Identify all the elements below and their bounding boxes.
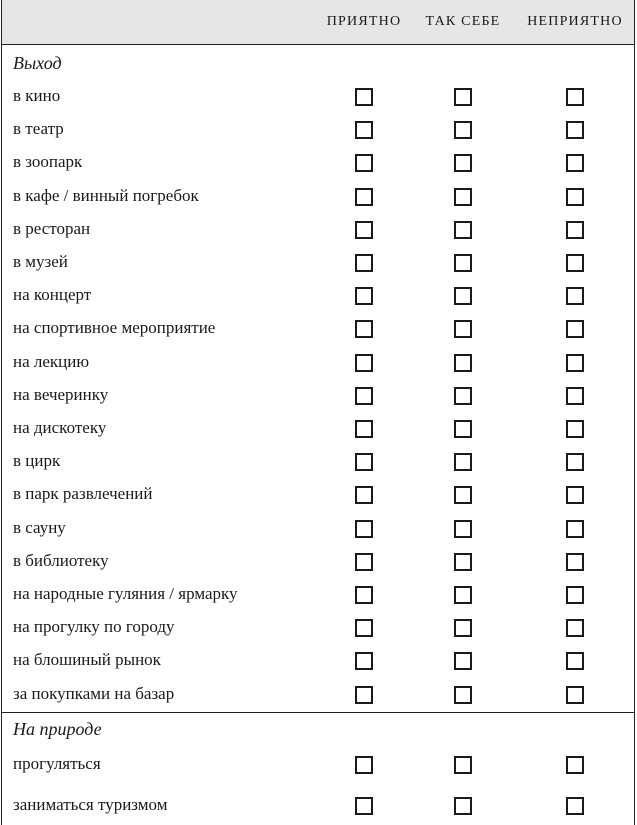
checkbox-so-so[interactable] [454, 254, 472, 272]
checkbox-unpleasant[interactable] [566, 121, 584, 139]
column-header-unpleasant: НЕПРИЯТНО [527, 14, 623, 29]
checkbox-unpleasant[interactable] [566, 797, 584, 815]
row-label: на дискотеку [13, 418, 107, 437]
checkbox-unpleasant[interactable] [566, 254, 584, 272]
row-label: на концерт [13, 285, 92, 305]
checkbox-so-so[interactable] [454, 154, 472, 172]
checkbox-unpleasant[interactable] [566, 387, 584, 405]
checkbox-unpleasant[interactable] [566, 652, 584, 670]
checkbox-pleasant[interactable] [355, 254, 373, 272]
checkbox-pleasant[interactable] [355, 586, 373, 604]
row-label: на вечеринку [13, 384, 109, 404]
row-label: на спортивное мероприятие [13, 318, 216, 338]
row-label: в кино [13, 86, 61, 105]
checkbox-pleasant[interactable] [355, 320, 373, 338]
row-label: заниматься туризмом [13, 795, 168, 814]
checkbox-so-so[interactable] [454, 354, 472, 372]
checkbox-so-so[interactable] [454, 686, 472, 704]
checkbox-pleasant[interactable] [355, 486, 373, 504]
checkbox-pleasant[interactable] [355, 221, 373, 239]
checkbox-unpleasant[interactable] [566, 420, 584, 438]
checkbox-pleasant[interactable] [355, 354, 373, 372]
row-label: на блошиный рынок [13, 650, 161, 670]
checkbox-unpleasant[interactable] [566, 453, 584, 471]
checkbox-pleasant[interactable] [355, 387, 373, 405]
checkbox-so-so[interactable] [454, 652, 472, 670]
checkbox-unpleasant[interactable] [566, 619, 584, 637]
checkbox-so-so[interactable] [454, 586, 472, 604]
checkbox-so-so[interactable] [454, 221, 472, 239]
checkbox-so-so[interactable] [454, 188, 472, 206]
checkbox-pleasant[interactable] [355, 553, 373, 571]
checkbox-so-so[interactable] [454, 619, 472, 637]
checkbox-unpleasant[interactable] [566, 354, 584, 372]
checkbox-pleasant[interactable] [355, 756, 373, 774]
checkbox-so-so[interactable] [454, 486, 472, 504]
checkbox-pleasant[interactable] [355, 453, 373, 471]
column-header-pleasant: ПРИЯТНО [326, 14, 402, 29]
section-title: На природе [13, 719, 102, 739]
checkbox-pleasant[interactable] [355, 154, 373, 172]
row-label: в ресторан [13, 218, 91, 238]
row-label: на народные гуляния / ярмарку [13, 584, 238, 603]
checkbox-pleasant[interactable] [355, 287, 373, 305]
checkbox-pleasant[interactable] [355, 420, 373, 438]
checkbox-unpleasant[interactable] [566, 88, 584, 106]
row-label: на лекцию [13, 351, 90, 371]
row-label: в музей [13, 252, 68, 271]
checkbox-so-so[interactable] [454, 287, 472, 305]
checkbox-pleasant[interactable] [355, 797, 373, 815]
checkbox-so-so[interactable] [454, 797, 472, 815]
checkbox-unpleasant[interactable] [566, 320, 584, 338]
row-label: в цирк [13, 451, 61, 471]
checkbox-unpleasant[interactable] [566, 287, 584, 305]
checkbox-unpleasant[interactable] [566, 221, 584, 239]
checkbox-so-so[interactable] [454, 88, 472, 106]
checkbox-so-so[interactable] [454, 387, 472, 405]
checkbox-so-so[interactable] [454, 520, 472, 538]
checkbox-pleasant[interactable] [355, 619, 373, 637]
row-label: в зоопарк [13, 152, 83, 172]
checkbox-so-so[interactable] [454, 553, 472, 571]
checkbox-unpleasant[interactable] [566, 686, 584, 704]
checkbox-so-so[interactable] [454, 453, 472, 471]
checkbox-unpleasant[interactable] [566, 520, 584, 538]
checkbox-unpleasant[interactable] [566, 586, 584, 604]
checkbox-pleasant[interactable] [355, 686, 373, 704]
checkbox-unpleasant[interactable] [566, 188, 584, 206]
checkbox-unpleasant[interactable] [566, 154, 584, 172]
checkbox-unpleasant[interactable] [566, 486, 584, 504]
checkbox-pleasant[interactable] [355, 88, 373, 106]
section-title: Выход [13, 53, 62, 73]
row-label: в сауну [13, 517, 66, 537]
section-divider [2, 712, 634, 713]
column-header-so-so: ТАК СЕБЕ [425, 14, 501, 29]
checkbox-pleasant[interactable] [355, 121, 373, 139]
checkbox-so-so[interactable] [454, 121, 472, 139]
row-label: прогуляться [13, 754, 101, 773]
checkbox-so-so[interactable] [454, 420, 472, 438]
checklist-table [1, 0, 635, 825]
row-label: в парк развлечений [13, 484, 153, 504]
checkbox-pleasant[interactable] [355, 652, 373, 670]
row-label: в кафе / винный погребок [13, 185, 199, 205]
row-label: в театр [13, 119, 64, 139]
row-label: на прогулку по городу [13, 617, 175, 637]
checkbox-pleasant[interactable] [355, 520, 373, 538]
row-label: в библиотеку [13, 550, 109, 570]
table-header [2, 0, 634, 45]
checkbox-pleasant[interactable] [355, 188, 373, 206]
checkbox-so-so[interactable] [454, 320, 472, 338]
row-label: за покупками на базар [13, 683, 175, 703]
checkbox-unpleasant[interactable] [566, 553, 584, 571]
checkbox-unpleasant[interactable] [566, 756, 584, 774]
checkbox-so-so[interactable] [454, 756, 472, 774]
